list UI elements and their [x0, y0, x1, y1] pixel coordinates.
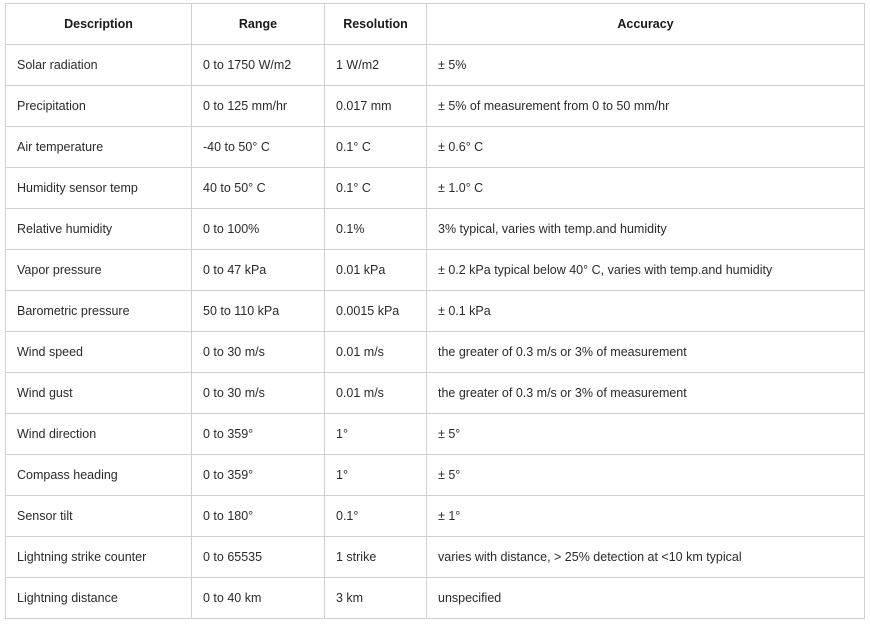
cell-accuracy: ± 0.1 kPa: [427, 291, 865, 332]
cell-description: Relative humidity: [6, 209, 192, 250]
table-row: [6, 414, 865, 455]
cell-description: Vapor pressure: [6, 250, 192, 291]
cell-range: -40 to 50° C: [192, 127, 325, 168]
cell-description: Air temperature: [6, 127, 192, 168]
cell-accuracy: ± 5°: [427, 414, 865, 455]
cell-description: Solar radiation: [6, 45, 192, 86]
cell-resolution: 0.1° C: [325, 168, 427, 209]
cell-resolution: 0.01 kPa: [325, 250, 427, 291]
table-body: [6, 45, 865, 619]
cell-description: Lightning distance: [6, 578, 192, 619]
cell-resolution: 0.01 m/s: [325, 332, 427, 373]
cell-range: 0 to 30 m/s: [192, 332, 325, 373]
cell-accuracy: varies with distance, > 25% detection at <10 km typical: [427, 537, 865, 578]
cell-resolution: 0.1%: [325, 209, 427, 250]
cell-range: 0 to 1750 W/m2: [192, 45, 325, 86]
cell-resolution: 1°: [325, 455, 427, 496]
cell-range: 40 to 50° C: [192, 168, 325, 209]
cell-range: 50 to 110 kPa: [192, 291, 325, 332]
cell-resolution: 1 W/m2: [325, 45, 427, 86]
cell-description: Wind gust: [6, 373, 192, 414]
cell-accuracy: ± 5°: [427, 455, 865, 496]
cell-resolution: 0.0015 kPa: [325, 291, 427, 332]
cell-range: 0 to 180°: [192, 496, 325, 537]
cell-range: 0 to 125 mm/hr: [192, 86, 325, 127]
cell-range: 0 to 100%: [192, 209, 325, 250]
cell-accuracy: the greater of 0.3 m/s or 3% of measurement: [427, 332, 865, 373]
table-row: [6, 332, 865, 373]
table-row: [6, 45, 865, 86]
cell-resolution: 1 strike: [325, 537, 427, 578]
cell-description: Sensor tilt: [6, 496, 192, 537]
cell-accuracy: ± 1°: [427, 496, 865, 537]
table-row: [6, 168, 865, 209]
table-row: [6, 578, 865, 619]
cell-accuracy: unspecified: [427, 578, 865, 619]
cell-resolution: 0.1°: [325, 496, 427, 537]
table-row: [6, 455, 865, 496]
table-row: [6, 291, 865, 332]
cell-description: Barometric pressure: [6, 291, 192, 332]
table-row: [6, 373, 865, 414]
cell-accuracy: ± 0.6° C: [427, 127, 865, 168]
cell-description: Precipitation: [6, 86, 192, 127]
cell-description: Compass heading: [6, 455, 192, 496]
table-row: [6, 250, 865, 291]
table-header: [6, 4, 865, 45]
cell-resolution: 0.01 m/s: [325, 373, 427, 414]
table-row: [6, 127, 865, 168]
sensor-specifications-table: [5, 3, 865, 619]
cell-range: 0 to 359°: [192, 414, 325, 455]
table-row: [6, 86, 865, 127]
spec-table-container: [5, 3, 865, 619]
cell-description: Wind speed: [6, 332, 192, 373]
header-range: Range: [192, 4, 325, 45]
cell-range: 0 to 65535: [192, 537, 325, 578]
cell-resolution: 3 km: [325, 578, 427, 619]
cell-resolution: 0.017 mm: [325, 86, 427, 127]
cell-accuracy: 3% typical, varies with temp.and humidity: [427, 209, 865, 250]
cell-description: Lightning strike counter: [6, 537, 192, 578]
table-row: [6, 209, 865, 250]
cell-accuracy: ± 0.2 kPa typical below 40° C, varies with temp.and humidity: [427, 250, 865, 291]
cell-accuracy: ± 5% of measurement from 0 to 50 mm/hr: [427, 86, 865, 127]
cell-accuracy: the greater of 0.3 m/s or 3% of measurement: [427, 373, 865, 414]
cell-range: 0 to 359°: [192, 455, 325, 496]
header-accuracy: Accuracy: [427, 4, 865, 45]
cell-resolution: 1°: [325, 414, 427, 455]
cell-accuracy: ± 1.0° C: [427, 168, 865, 209]
table-row: [6, 537, 865, 578]
header-row: [6, 4, 865, 45]
cell-range: 0 to 40 km: [192, 578, 325, 619]
cell-description: Wind direction: [6, 414, 192, 455]
cell-description: Humidity sensor temp: [6, 168, 192, 209]
cell-resolution: 0.1° C: [325, 127, 427, 168]
cell-range: 0 to 47 kPa: [192, 250, 325, 291]
cell-range: 0 to 30 m/s: [192, 373, 325, 414]
table-row: [6, 496, 865, 537]
header-description: Description: [6, 4, 192, 45]
header-resolution: Resolution: [325, 4, 427, 45]
cell-accuracy: ± 5%: [427, 45, 865, 86]
